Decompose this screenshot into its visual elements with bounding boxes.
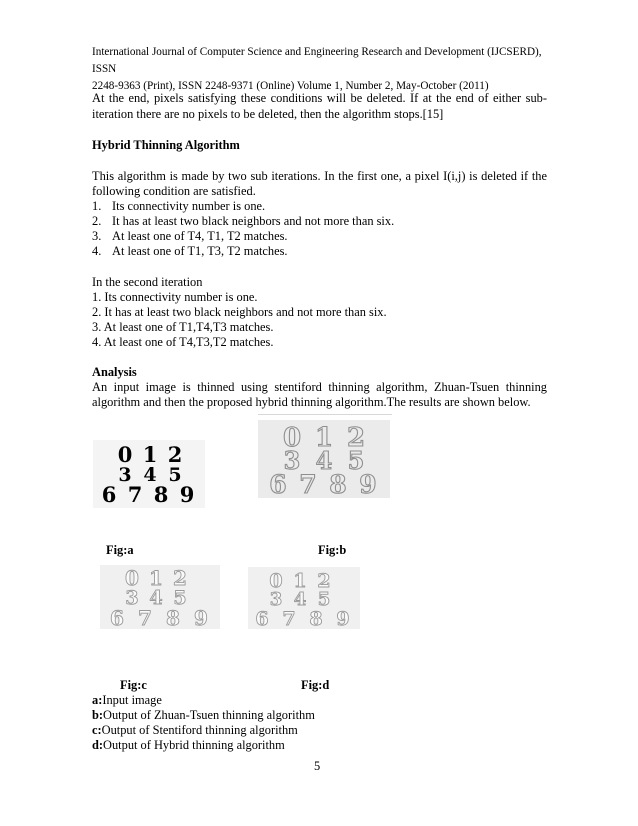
digit-glyph: 8 [309, 608, 323, 629]
digit-glyph: 0 [269, 570, 283, 592]
digit-glyph: 7 [299, 470, 317, 498]
legend-item-d [92, 738, 285, 754]
hybrid-para-line-1: This algorithm is made by two sub iterations. In the first one, a pixel I(i,j) is deleted if the [92, 169, 547, 183]
analysis-line-2: algorithm and then the proposed hybrid thinning algorithm.The results are shown below. [92, 395, 531, 409]
list-item: 2. It has at least two black neighbors and not more than six. [92, 305, 387, 319]
digit-glyph: 7 [282, 608, 296, 629]
digit-glyph: 9 [194, 606, 208, 629]
digit-glyph: 4 [293, 589, 307, 610]
digit-glyph: 6 [101, 482, 117, 507]
list-item-text: At least one of T1, T3, T2 matches. [112, 244, 288, 258]
digit-glyph: 3 [125, 587, 139, 609]
figure-a-label: Fig:a [106, 543, 134, 557]
list-item-number: 3. [92, 229, 102, 243]
digit-glyph: 1 [142, 442, 158, 467]
figure-d-hybrid-output [248, 567, 360, 629]
digit-glyph: 1 [149, 566, 163, 590]
digit-glyph: 1 [293, 570, 307, 592]
list-item [92, 244, 288, 260]
digit-glyph: 2 [167, 442, 183, 467]
figure-b-zhuan-tsuen-output [258, 420, 390, 498]
digit-glyph: 4 [315, 446, 333, 475]
legend-key: a: [92, 693, 103, 707]
digit-glyph: 3 [118, 464, 132, 486]
legend-text: Output of Hybrid thinning algorithm [103, 738, 285, 752]
legend-key: b: [92, 708, 104, 722]
section-heading-hybrid: Hybrid Thinning Algorithm [92, 138, 240, 152]
digit-glyph: 0 [282, 423, 302, 453]
digit-glyph: 7 [138, 606, 152, 629]
list-item [92, 214, 395, 230]
second-iteration-heading: In the second iteration [92, 275, 203, 289]
digit-glyph: 1 [314, 423, 334, 453]
journal-header [92, 44, 552, 95]
analysis-line-1: An input image is thinned using stentiford thinning algorithm, Zhuan-Tsuen thinning [92, 380, 547, 394]
list-item-text: At least one of T4, T1, T2 matches. [112, 229, 288, 243]
digit-glyph: 4 [149, 587, 163, 609]
digit-glyph: 6 [110, 606, 124, 629]
legend-text: Output of Zhuan-Tsuen thinning algorithm [103, 708, 315, 722]
intro-line-1: At the end, pixels satisfying these conditions will be deleted. If at the end of either sub- [92, 91, 547, 105]
legend-item-c [92, 723, 298, 739]
digit-glyph: 9 [336, 608, 350, 629]
digit-glyph: 6 [269, 470, 287, 498]
list-item: 1. Its connectivity number is one. [92, 290, 258, 304]
page-number: 5 [314, 759, 321, 773]
list-item-number: 1. [92, 199, 102, 213]
digit-glyph: 6 [255, 608, 269, 629]
list-item: 3. At least one of T1,T4,T3 matches. [92, 320, 274, 334]
digit-glyph: 8 [153, 482, 169, 507]
legend-text: Input image [102, 693, 162, 707]
digit-glyph: 5 [173, 587, 187, 609]
digit-glyph: 8 [329, 470, 347, 498]
digit-glyph: 9 [359, 470, 377, 498]
digit-glyph: 5 [168, 464, 182, 486]
list-item [92, 229, 288, 245]
legend-key: c: [92, 723, 102, 737]
list-item-number: 4. [92, 244, 102, 258]
figure-b-label: Fig:b [318, 543, 347, 557]
digit-glyph: 3 [269, 589, 283, 610]
digit-glyph: 2 [346, 423, 366, 453]
digit-glyph: 7 [127, 482, 143, 507]
digit-glyph: 2 [173, 566, 187, 590]
section-heading-analysis: Analysis [92, 365, 137, 379]
hybrid-para-line-2: following condition are satisfied. [92, 184, 256, 198]
journal-header-line1: International Journal of Computer Science and Engineering Research and Development (IJCSERD), ISSN [92, 46, 542, 75]
digit-glyph: 8 [166, 606, 180, 629]
legend-item-a [92, 693, 162, 709]
list-item: 4. At least one of T4,T3,T2 matches. [92, 335, 274, 349]
list-item-text: Its connectivity number is one. [112, 199, 266, 213]
digit-glyph: 4 [143, 464, 157, 486]
figure-d-label: Fig:d [301, 678, 330, 692]
digit-glyph: 5 [317, 589, 331, 610]
figure-c-label: Fig:c [120, 678, 147, 692]
digit-glyph: 0 [125, 566, 139, 590]
digit-glyph: 9 [179, 482, 195, 507]
list-item [92, 199, 266, 215]
legend-key: d: [92, 738, 104, 752]
legend-text: Output of Stentiford thinning algorithm [101, 723, 298, 737]
figure-top-rule [258, 414, 392, 415]
digit-glyph: 0 [117, 442, 133, 467]
figure-c-stentiford-output [100, 565, 220, 629]
list-item-number: 2. [92, 214, 102, 228]
figure-a-input-image [93, 440, 205, 508]
list-item-text: It has at least two black neighbors and not more than six. [112, 214, 395, 228]
digit-glyph: 3 [283, 446, 301, 475]
legend-item-b [92, 708, 315, 724]
digit-glyph: 2 [317, 570, 331, 592]
intro-line-2: iteration there are no pixels to be deleted, then the algorithm stops.[15] [92, 107, 444, 121]
journal-header-line2: 2248-9363 (Print), ISSN 2248-9371 (Online) Volume 1, Number 2, May-October (2011) [92, 80, 489, 92]
digit-glyph: 5 [347, 446, 365, 475]
